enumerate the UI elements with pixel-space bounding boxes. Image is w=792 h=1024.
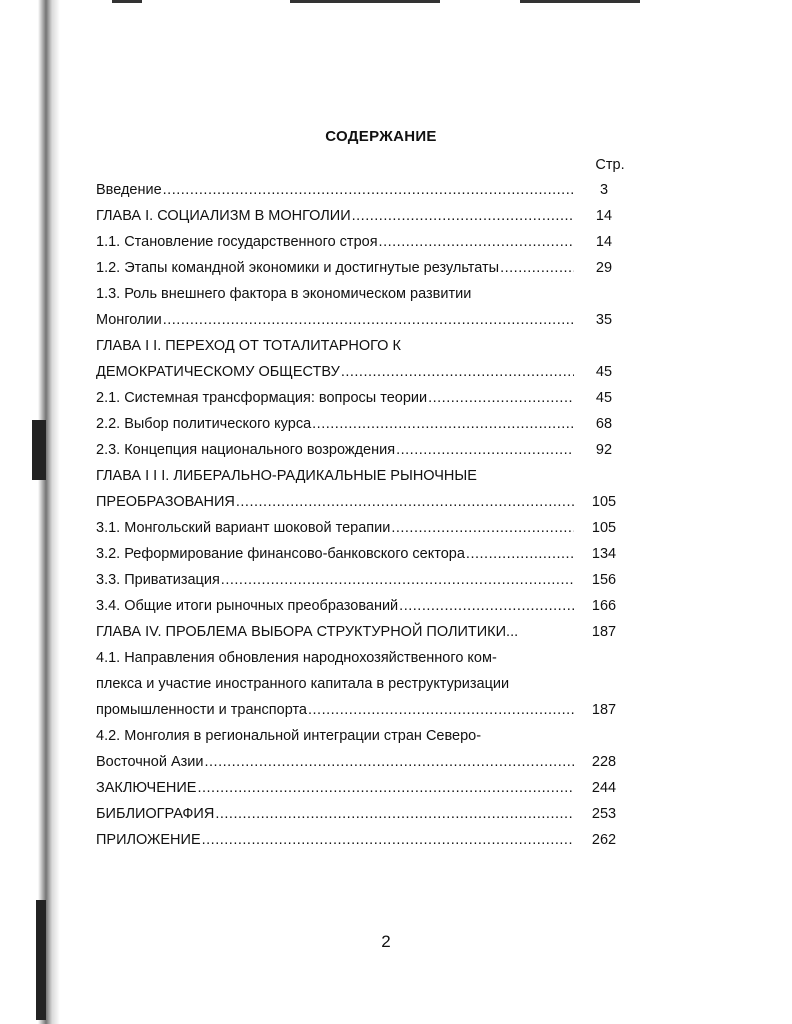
toc-entry-text: Монголии xyxy=(96,312,162,328)
dot-leader xyxy=(466,541,574,567)
toc-entry xyxy=(96,333,626,359)
dot-leader xyxy=(396,437,574,463)
toc-entry xyxy=(96,593,626,619)
toc-entry-text: ПРИЛОЖЕНИЕ xyxy=(96,832,201,848)
toc-entry-text: 2.1. Системная трансформация: вопросы теории xyxy=(96,390,428,406)
dot-leader xyxy=(341,359,574,385)
toc-entry xyxy=(96,645,626,671)
toc-entry-text: плекса и участие иностранного капитала в реструктуризации xyxy=(96,676,510,692)
toc-entry-text: 4.2. Монголия в региональной интеграции стран Северо- xyxy=(96,728,482,744)
toc-entry xyxy=(96,307,626,333)
toc-entry-page: 29 xyxy=(595,260,613,276)
page-title: СОДЕРЖАНИЕ xyxy=(325,128,437,145)
scan-top-rule xyxy=(520,0,640,3)
toc-entry xyxy=(96,801,626,827)
toc-entry-page: 166 xyxy=(591,598,617,614)
page-column-header: Стр. xyxy=(595,157,625,173)
dot-leader xyxy=(163,177,574,203)
toc-entry-text: 3.4. Общие итоги рыночных преобразований xyxy=(96,598,399,614)
toc-entry-text: ДЕМОКРАТИЧЕСКОМУ ОБЩЕСТВУ xyxy=(96,364,340,380)
dot-leader xyxy=(352,203,574,229)
toc-entry-text: 1.2. Этапы командной экономики и достигнутые результаты xyxy=(96,260,500,276)
toc-entry-page: 187 xyxy=(591,702,617,718)
toc-entry xyxy=(96,229,626,255)
toc-entry-text: ГЛАВА I. СОЦИАЛИЗМ В МОНГОЛИИ xyxy=(96,208,351,224)
toc-entry xyxy=(96,775,626,801)
toc-entry xyxy=(96,723,626,749)
dot-leader xyxy=(163,307,574,333)
dot-leader xyxy=(202,827,574,853)
toc-entry-text: ЗАКЛЮЧЕНИЕ xyxy=(96,780,197,796)
toc-entry xyxy=(96,359,626,385)
dot-leader xyxy=(308,697,574,723)
dot-leader xyxy=(221,567,574,593)
dot-leader xyxy=(379,229,574,255)
toc-entry xyxy=(96,177,626,203)
toc-entry-page: 35 xyxy=(595,312,613,328)
toc-entry-text: 3.1. Монгольский вариант шоковой терапии xyxy=(96,520,391,536)
toc-entry xyxy=(96,411,626,437)
toc-entry xyxy=(96,437,626,463)
toc-entry-text: 1.3. Роль внешнего фактора в экономическом развитии xyxy=(96,286,472,302)
toc-entry xyxy=(96,203,626,229)
dot-leader xyxy=(312,411,574,437)
toc-entry xyxy=(96,515,626,541)
toc-entry xyxy=(96,697,626,723)
scan-edge-shadow xyxy=(38,0,60,1024)
toc-entry xyxy=(96,541,626,567)
toc-entry-text: 3.3. Приватизация xyxy=(96,572,220,588)
toc-entry-page: 105 xyxy=(591,520,617,536)
toc-entry-page: 45 xyxy=(595,364,613,380)
toc-entry-text: промышленности и транспорта xyxy=(96,702,307,718)
toc-entry-page: 45 xyxy=(595,390,613,406)
toc-entry-page: 228 xyxy=(591,754,617,770)
toc-entry-page: 92 xyxy=(595,442,613,458)
toc-entry xyxy=(96,281,626,307)
toc-entry-page: 244 xyxy=(591,780,617,796)
dot-leader xyxy=(399,593,574,619)
toc-entry xyxy=(96,567,626,593)
toc-entry xyxy=(96,671,626,697)
toc-entry-page: 14 xyxy=(595,208,613,224)
toc-entry xyxy=(96,463,626,489)
toc-entry-page: 3 xyxy=(599,182,609,198)
scan-top-rule xyxy=(112,0,142,3)
toc-entry-page: 262 xyxy=(591,832,617,848)
toc-entry xyxy=(96,827,626,853)
table-of-contents xyxy=(96,177,626,853)
toc-entry xyxy=(96,489,626,515)
dot-leader xyxy=(215,801,574,827)
toc-entry xyxy=(96,619,626,645)
toc-entry xyxy=(96,385,626,411)
toc-entry xyxy=(96,255,626,281)
scan-edge-mark xyxy=(32,420,46,480)
toc-entry-page: 253 xyxy=(591,806,617,822)
dot-leader xyxy=(500,255,574,281)
dot-leader xyxy=(204,749,574,775)
toc-entry-text: ПРЕОБРАЗОВАНИЯ xyxy=(96,494,235,510)
dot-leader xyxy=(197,775,574,801)
toc-entry-page: 187 xyxy=(591,624,617,640)
toc-entry-text: БИБЛИОГРАФИЯ xyxy=(96,806,215,822)
scan-top-rule xyxy=(290,0,440,3)
toc-entry-text: ГЛАВА IV. ПРОБЛЕМА ВЫБОРА СТРУКТУРНОЙ ПОЛИТИКИ... xyxy=(96,624,519,640)
toc-entry xyxy=(96,749,626,775)
dot-leader xyxy=(236,489,574,515)
toc-entry-text: 2.3. Концепция национального возрождения xyxy=(96,442,396,458)
toc-entry-page: 68 xyxy=(595,416,613,432)
toc-entry-page: 14 xyxy=(595,234,613,250)
page-number: 2 xyxy=(381,932,391,951)
dot-leader xyxy=(428,385,574,411)
toc-entry-text: 3.2. Реформирование финансово-банковского сектора xyxy=(96,546,465,562)
toc-entry-text: 1.1. Становление государственного строя xyxy=(96,234,378,250)
toc-entry-text: 4.1. Направления обновления народнохозяйственного ком- xyxy=(96,650,497,666)
toc-entry-text: Введение xyxy=(96,182,162,198)
toc-entry-text: ГЛАВА I I I. ЛИБЕРАЛЬНО-РАДИКАЛЬНЫЕ РЫНОЧНЫЕ xyxy=(96,468,477,484)
toc-entry-text: Восточной Азии xyxy=(96,754,204,770)
toc-entry-page: 156 xyxy=(591,572,617,588)
toc-entry-text: ГЛАВА I I. ПЕРЕХОД ОТ ТОТАЛИТАРНОГО К xyxy=(96,338,401,354)
scan-edge-mark xyxy=(36,900,46,1020)
toc-entry-page: 105 xyxy=(591,494,617,510)
dot-leader xyxy=(391,515,574,541)
toc-entry-text: 2.2. Выбор политического курса xyxy=(96,416,312,432)
toc-entry-page: 134 xyxy=(591,546,617,562)
